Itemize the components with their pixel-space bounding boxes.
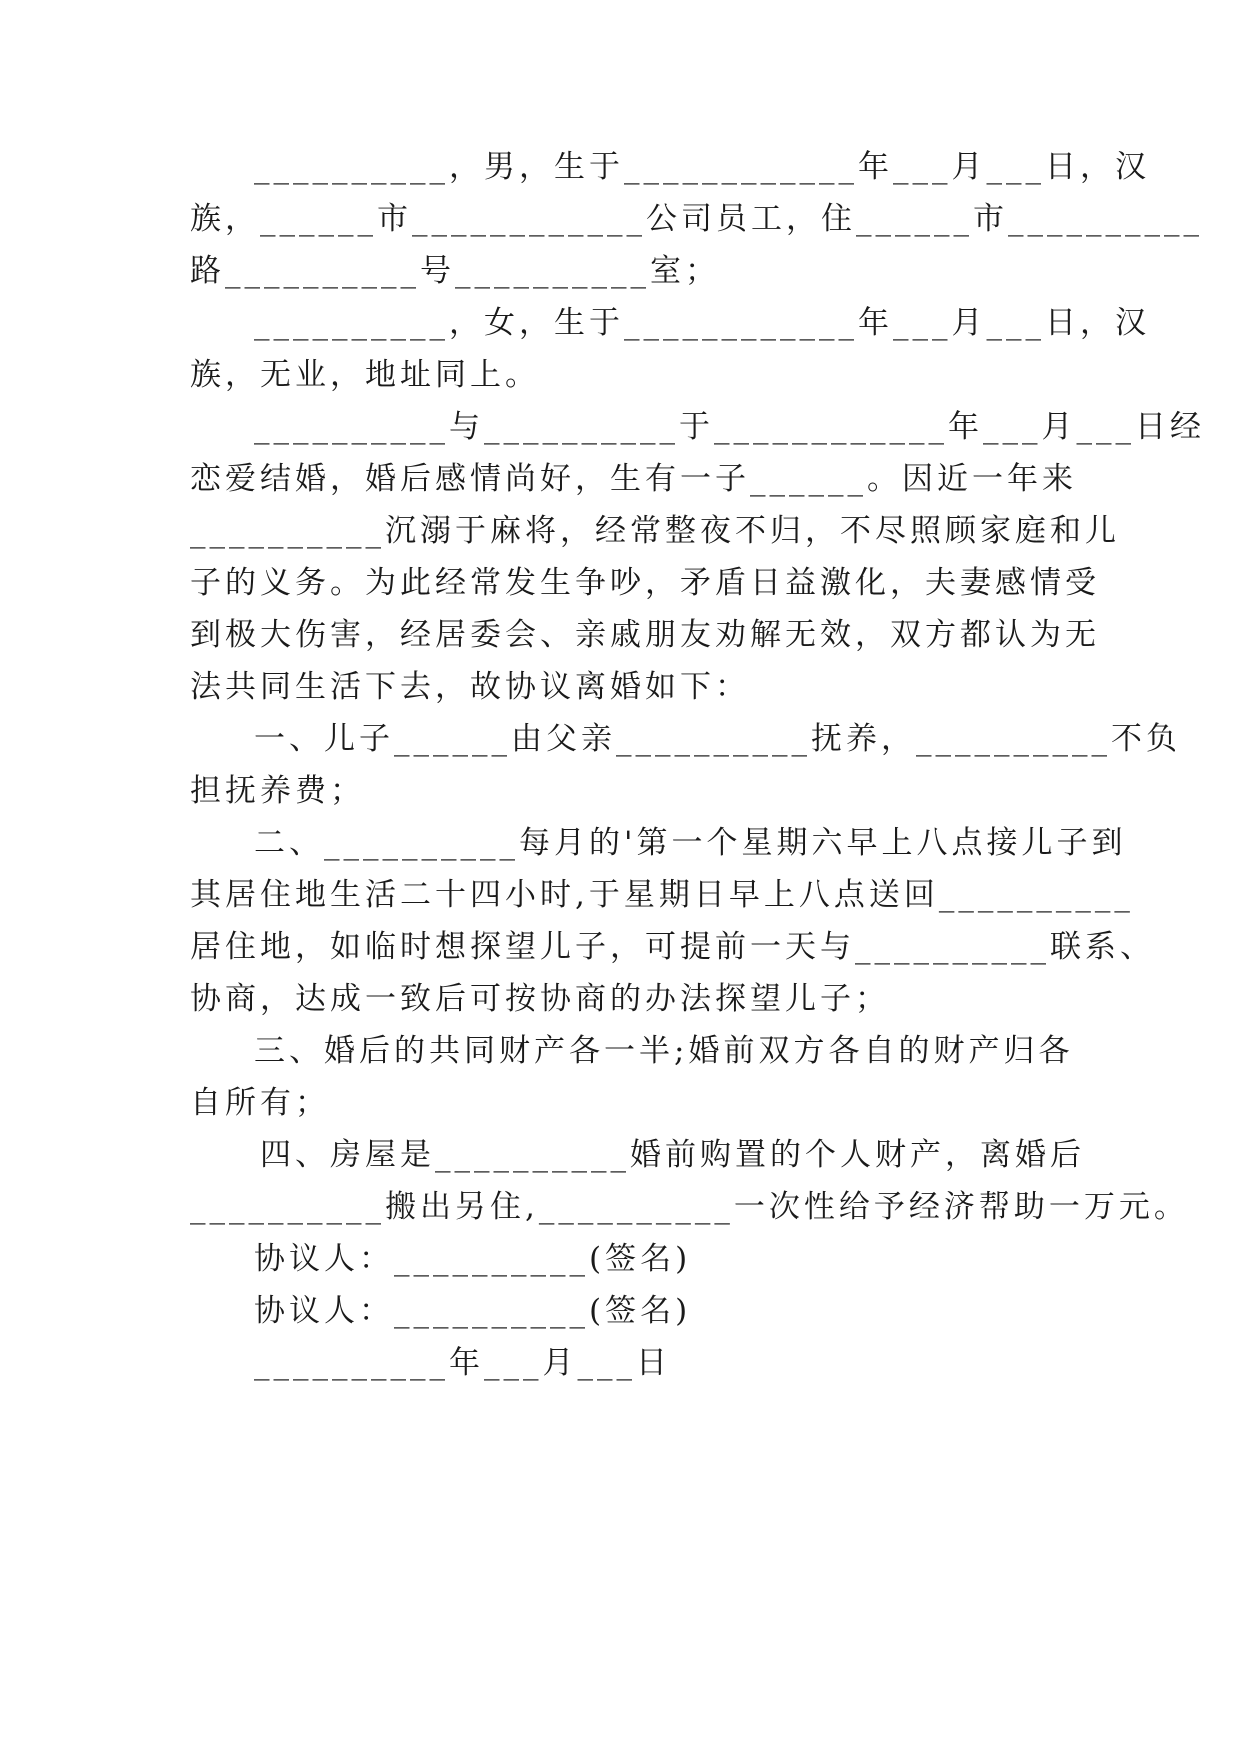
clause-2-line-3: 居住地，如临时想探望儿子，可提前一天与__________联系、 xyxy=(190,929,1155,965)
clause-3-line-2: 自所有； xyxy=(190,1085,330,1121)
clause-2-line-1: 二、__________每月的'第一个星期六早上八点接儿子到 xyxy=(254,825,1127,861)
clause-4-line-2: __________搬出另住,__________一次性给予经济帮助一万元。 xyxy=(190,1189,1189,1225)
clause-3-line-1: 三、婚后的共同财产各一半;婚前双方各自的财产归各 xyxy=(254,1033,1074,1069)
marriage-para-line-4: 子的义务。为此经常发生争吵，矛盾日益激化，夫妻感情受 xyxy=(190,565,1100,601)
party-male-work-line: 族，______市____________公司员工，住______市__________ xyxy=(190,201,1203,237)
clause-4-line-1: 四、房屋是__________婚前购置的个人财产，离婚后 xyxy=(260,1137,1085,1173)
party-female-address-line: 族，无业，地址同上。 xyxy=(190,357,540,393)
party-male-line: __________，男，生于____________年___月___日，汉 xyxy=(254,149,1150,185)
clause-1-line-2: 担抚养费； xyxy=(190,773,365,809)
marriage-para-line-3: __________沉溺于麻将，经常整夜不归，不尽照顾家庭和儿 xyxy=(190,513,1120,549)
signatory-1-line: 协议人：__________(签名) xyxy=(254,1241,692,1277)
marriage-para-line-1: __________与__________于____________年___月___日经 xyxy=(254,409,1205,445)
signatory-2-line: 协议人：__________(签名) xyxy=(254,1293,692,1329)
party-male-address-line: 路__________号__________室； xyxy=(190,253,720,289)
date-line: __________年___月___日 xyxy=(254,1345,671,1381)
clause-1-line-1: 一、儿子______由父亲__________抚养，__________不负 xyxy=(254,721,1181,757)
marriage-para-line-6: 法共同生活下去，故协议离婚如下： xyxy=(190,669,750,705)
marriage-para-line-2: 恋爱结婚，婚后感情尚好，生有一子______。因近一年来 xyxy=(190,461,1077,497)
clause-2-line-2: 其居住地生活二十四小时,于星期日早上八点送回__________ xyxy=(190,877,1134,913)
clause-2-line-4: 协商，达成一致后可按协商的办法探望儿子； xyxy=(190,981,890,1017)
party-female-line: __________，女，生于____________年___月___日，汉 xyxy=(254,305,1150,341)
marriage-para-line-5: 到极大伤害，经居委会、亲戚朋友劝解无效，双方都认为无 xyxy=(190,617,1100,653)
